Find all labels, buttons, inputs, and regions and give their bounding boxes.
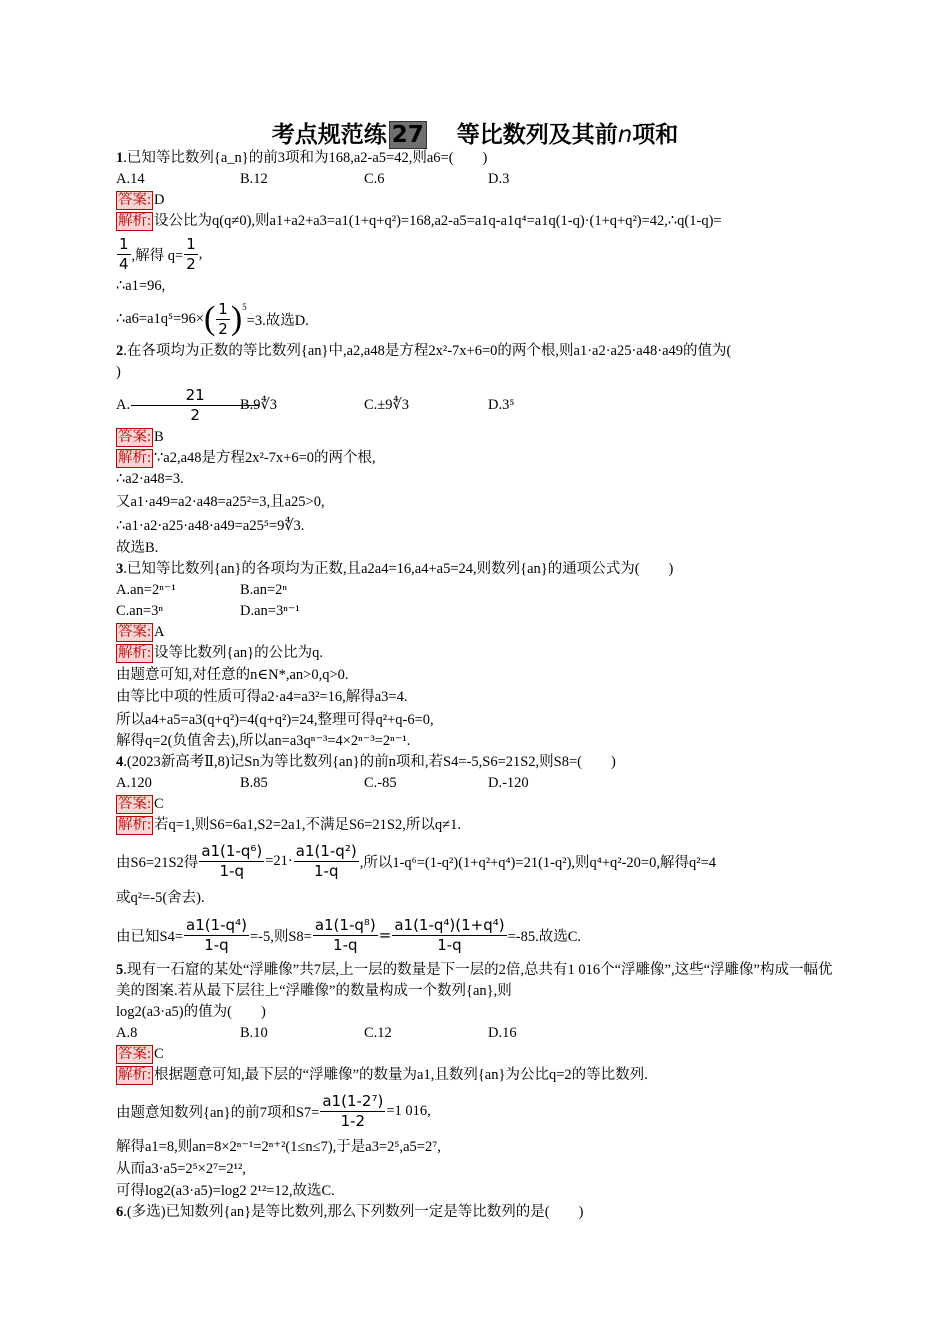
fraction: $\frac{\text{a1(1-q²)}}{1-q}$ — [295, 841, 357, 880]
q1-stem: 1.已知等比数列{a_n}的前3项和为168,a2-a5=42,则a6=( ) — [116, 150, 488, 166]
q4-analysis-line: 解析: 若q=1,则S6=6a1,S2=2a1,不满足S6=21S2,所以q≠1. — [118, 817, 461, 833]
q4-analysis-line: 或q²=-5(舍去). — [116, 890, 205, 906]
q5-options — [116, 1023, 836, 1044]
q3-analysis-line: 解析: 设等比数列{an}的公比为q. — [118, 645, 324, 661]
title-var: n — [617, 122, 633, 148]
q2-options — [116, 383, 836, 427]
title-main: 等比数列及其前 — [456, 122, 618, 148]
q4-fraction-line: 由已知S4= $\frac{\text{a1(1-q⁴)}}{1-q}$ =-5,则S8= $\frac{\text{a1(1-q⁸)}}{1-q}$ = $\frac{\text{a1(1-q⁴)(1+q⁴)}}{1-q}$ =-85.故选C. — [116, 915, 582, 954]
answer-label: 答案: — [118, 192, 152, 208]
q2-stem: 2.在各项均为正数的等比数列{an}中,a2,a48是方程2x²-7x+6=0的两个根,则a1·a2·a25·a48·a49的值为( — [116, 343, 732, 359]
q4-options — [116, 773, 836, 794]
q5-stem: 5.现有一石窟的某处“浮雕像”共7层,上一层的数量是下一层的2倍,总共有1 016个“浮雕像”,这些“浮雕像”构成一幅优美的图案.若从最下层往上“浮雕像”的数量构成一个数列{an},则 — [116, 962, 833, 999]
q4-answer: 答案: C — [118, 796, 164, 812]
q2-analysis-line: 解析: ∵a2,a48是方程2x²-7x+6=0的两个根, — [118, 450, 376, 466]
answer-label: 答案: — [118, 796, 152, 812]
q2-option-a: A. $\frac{21}{2}$ — [116, 386, 240, 425]
q1-answer: 答案: D — [118, 192, 165, 208]
q2-analysis-line: ∴a1·a2·a25·a48·a49=a25⁵=9∜3. — [116, 518, 305, 534]
analysis-label: 解析: — [118, 645, 152, 661]
q1-options — [116, 169, 836, 190]
analysis-label: 解析: — [118, 817, 152, 833]
q4-fraction-line: 由S6=21S2得 $\frac{\text{a1(1-q⁶)}}{1-q}$ =21· $\frac{\text{a1(1-q²)}}{1-q}$ ,所以1-q⁶=(1-q²)(1+q²+q⁴)=21(1-q²),则q⁴+q²-20=0,解得q²=4 — [116, 841, 717, 880]
q4-option-b: B.85 — [240, 775, 268, 791]
q2-analysis-line: 故选B. — [116, 540, 159, 556]
q1-option-d: D.3 — [488, 171, 510, 187]
q5-analysis-line: 解得a1=8,则an=8×2ⁿ⁻¹=2ⁿ⁺²(1≤n≤7),于是a3=2⁵,a5=2⁷, — [116, 1139, 441, 1155]
q5-fraction-line: 由题意知数列{an}的前7项和S7= $\frac{\text{a1(1-2⁷)}}{1-2}$ =1 016, — [116, 1091, 431, 1130]
q6-stem: 6.(多选)已知数列{an}是等比数列,那么下列数列一定是等比数列的是( ) — [116, 1204, 584, 1220]
q5-analysis-line: 可得log2(a3·a5)=log2 2¹²=12,故选C. — [116, 1183, 335, 1199]
q5-option-b: B.10 — [240, 1025, 268, 1041]
q2-option-b: B.9∜3 — [240, 396, 278, 413]
analysis-label: 解析: — [118, 213, 152, 229]
q2-answer: 答案: B — [118, 429, 164, 445]
q3-option-d: D.an=3ⁿ⁻¹ — [240, 603, 300, 619]
answer-label: 答案: — [118, 1046, 152, 1062]
answer-label: 答案: — [118, 429, 152, 445]
q2-option-d: D.3⁵ — [488, 396, 515, 413]
q1-option-a: A.14 — [116, 171, 145, 187]
analysis-label: 解析: — [118, 1067, 152, 1083]
q5-answer: 答案: C — [118, 1046, 164, 1062]
q3-stem: 3.已知等比数列{an}的各项均为正数,且a2a4=16,a4+a5=24,则数列{an}的通项公式为( ) — [116, 561, 674, 577]
q3-analysis-line: 解得q=2(负值舍去),所以an=a3qⁿ⁻³=4×2ⁿ⁻³=2ⁿ⁻¹. — [116, 733, 411, 749]
page-title — [0, 116, 950, 149]
q3-option-a: A.an=2ⁿ⁻¹ — [116, 582, 176, 598]
q1-fraction-line: $\frac{1}{4}$ ,解得 q= $\frac{1}{2}$ , — [119, 234, 203, 273]
q3-option-c: C.an=3ⁿ — [116, 603, 163, 619]
q1-analysis-line: 解析: 设公比为q(q≠0),则a1+a2+a3=a1(1+q+q²)=168,a2-a5=a1q-a1q⁴=a1q(1-q)·(1+q+q²)=42,∴q(1-q)= — [118, 213, 722, 229]
q2-analysis-line: 又a1·a49=a2·a48=a25²=3,且a25>0, — [116, 494, 325, 510]
q4-option-c: C.-85 — [364, 775, 397, 791]
title-prefix: 考点规范练 — [271, 122, 387, 148]
q5-analysis-line: 解析: 根据题意可知,最下层的“浮雕像”的数量为a1,且数列{an}为公比q=2的等比数列. — [118, 1067, 648, 1083]
q5-stem-cont: log2(a3·a5)的值为( ) — [116, 1004, 266, 1020]
q2-analysis-line: ∴a2·a48=3. — [116, 471, 184, 487]
q4-option-a: A.120 — [116, 775, 152, 791]
fraction: $\frac{1}{2}$ — [186, 234, 196, 273]
q1-option-b: B.12 — [240, 171, 268, 187]
fraction: $\frac{\text{a1(1-q⁶)}}{1-q}$ — [201, 841, 263, 880]
fraction: $\frac{\text{a1(1-q⁸)}}{1-q}$ — [314, 915, 376, 954]
q3-answer: 答案: A — [118, 624, 165, 640]
answer-label: 答案: — [118, 624, 152, 640]
q5-option-a: A.8 — [116, 1025, 138, 1041]
exercise-number-badge: 27 — [389, 121, 427, 149]
q5-option-d: D.16 — [488, 1025, 517, 1041]
fraction: $\frac{\text{a1(1-q⁴)}}{1-q}$ — [186, 915, 247, 954]
q3-option-b: B.an=2ⁿ — [240, 582, 287, 598]
q5-option-c: C.12 — [364, 1025, 392, 1041]
q1-option-c: C.6 — [364, 171, 385, 187]
q4-stem: 4.(2023新高考Ⅱ,8)记Sn为等比数列{an}的前n项和,若S4=-5,S6=21S2,则S8=( ) — [116, 754, 616, 770]
fraction: $\frac{\text{a1(1-q⁴)(1+q⁴)}}{1-q}$ — [394, 915, 505, 954]
q1-analysis-line: ∴a1=96, — [116, 278, 166, 294]
analysis-label: 解析: — [118, 450, 152, 466]
q4-option-d: D.-120 — [488, 775, 529, 791]
q3-options-row1 — [116, 580, 836, 601]
q2-option-c: C.±9∜3 — [364, 396, 409, 413]
q3-options-row2 — [116, 601, 836, 622]
exercise-content — [116, 148, 836, 1223]
title-suffix: 项和 — [632, 122, 679, 148]
q2-stem-cont: ) — [116, 364, 121, 380]
q3-analysis-line: 所以a4+a5=a3(q+q²)=4(q+q²)=24,整理可得q²+q-6=0, — [116, 712, 434, 728]
fraction: $\frac{1}{2}$ — [218, 299, 228, 338]
q3-analysis-line: 由题意可知,对任意的n∈N*,an>0,q>0. — [116, 667, 349, 683]
fraction: $\frac{1}{4}$ — [119, 234, 129, 273]
q1-result-line: ∴a6=a1q⁵=96× ( $\frac{1}{2}$ ) $^5$ =3.故选D. — [116, 299, 309, 338]
q5-analysis-line: 从而a3·a5=2⁵×2⁷=2¹², — [116, 1161, 246, 1177]
q3-analysis-line: 由等比中项的性质可得a2·a4=a3²=16,解得a3=4. — [116, 689, 408, 705]
fraction: $\frac{\text{a1(1-2⁷)}}{1-2}$ — [322, 1091, 384, 1130]
